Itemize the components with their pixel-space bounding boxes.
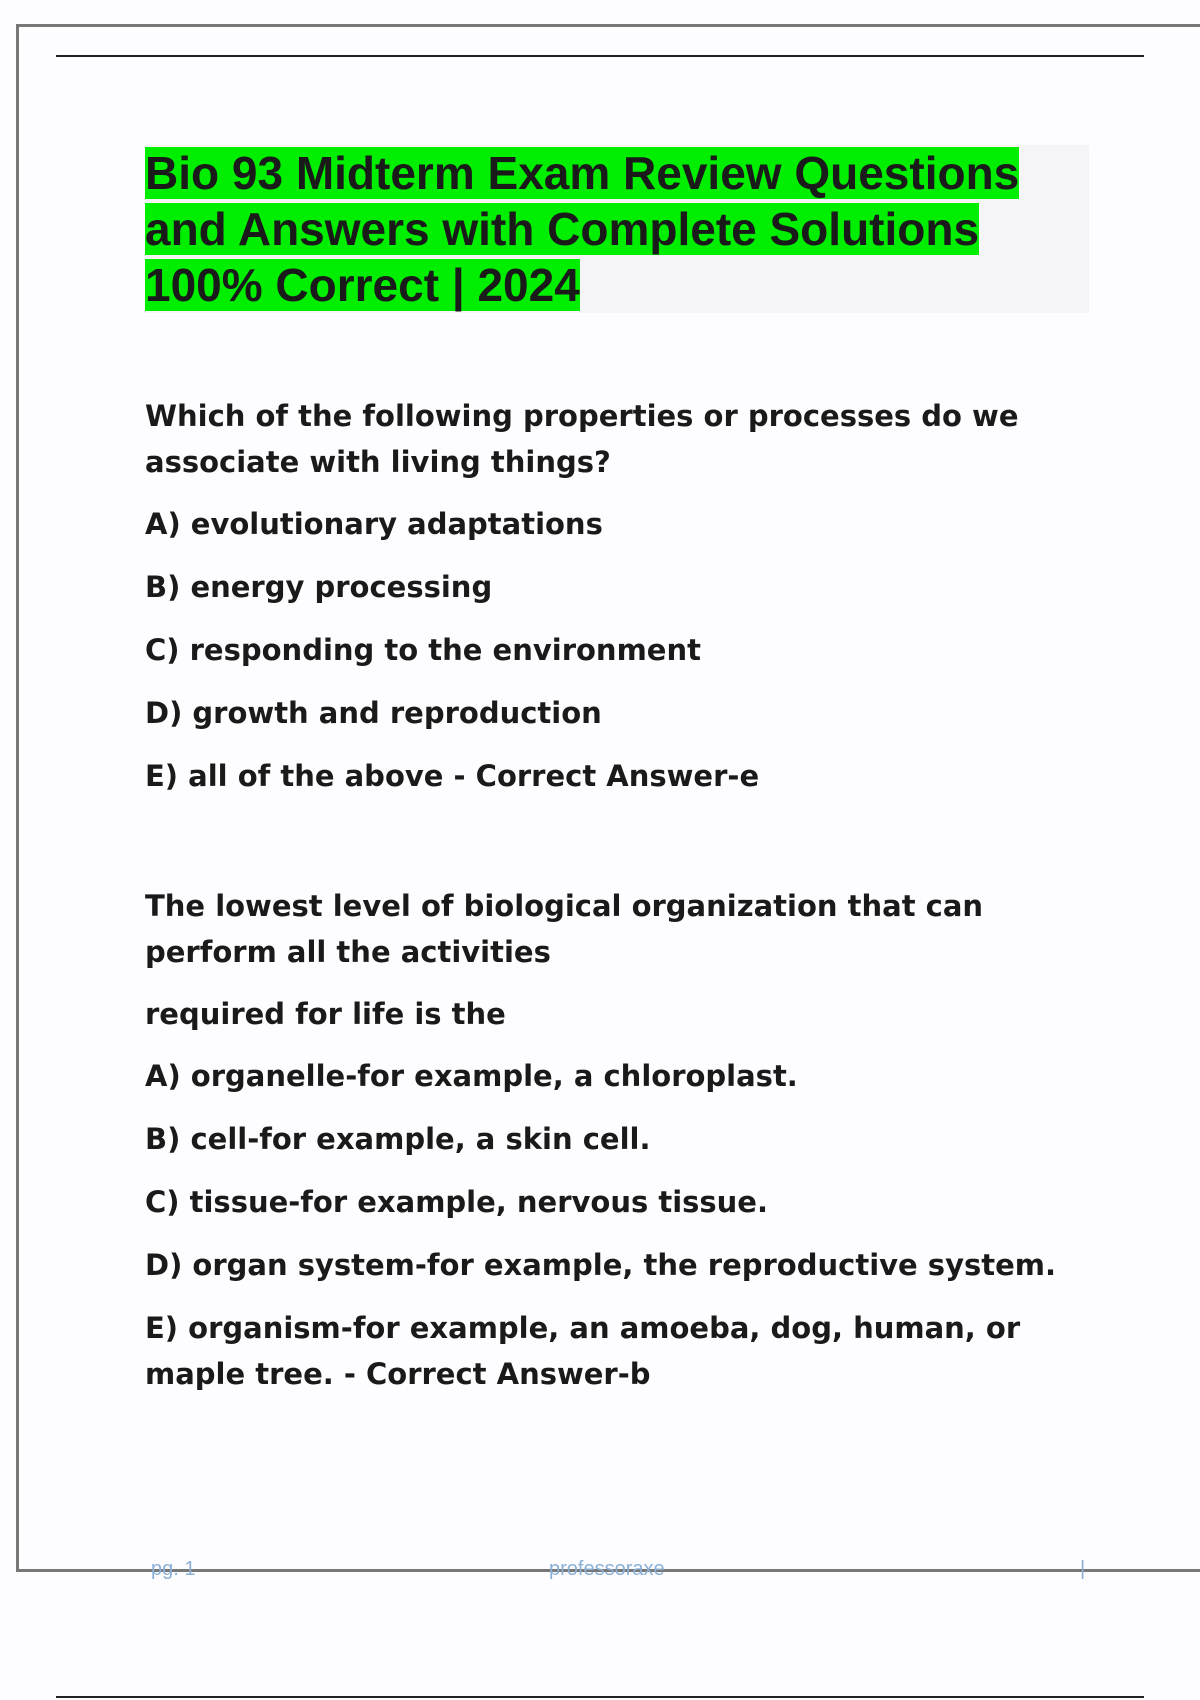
question-2-option-c: C) tissue-for example, nervous tissue. <box>145 1185 768 1219</box>
page-footer <box>0 1558 1200 1588</box>
question-2 <box>145 883 1105 1397</box>
question-1-text: Which of the following properties or processes do we associate with living things? <box>145 399 1019 479</box>
question-2-option-a: A) organelle-for example, a chloroplast. <box>145 1059 798 1093</box>
question-2-text-line-2: required for life is the <box>145 997 506 1031</box>
footer-separator: | <box>1080 1558 1086 1580</box>
question-1-option-e-answer: E) all of the above - Correct Answer-e <box>145 759 760 793</box>
question-1-option-d: D) growth and reproduction <box>145 696 602 730</box>
question-2-option-d: D) organ system-for example, the reproductive system. <box>145 1248 1056 1282</box>
question-2-option-e-answer: E) organism-for example, an amoeba, dog, human, or maple tree. - Correct Answer-b <box>145 1311 1021 1391</box>
questions-container <box>145 393 1105 1397</box>
question-2-option-b: B) cell-for example, a skin cell. <box>145 1122 651 1156</box>
title-block <box>145 145 1089 313</box>
question-1-option-a: A) evolutionary adaptations <box>145 507 603 541</box>
title-highlight: Bio 93 Midterm Exam Review Questions and Answers with Complete Solutions 100% Correct | 2024 <box>145 147 1020 311</box>
bottom-divider <box>56 1696 1144 1698</box>
footer-page-number: pg. 1 <box>151 1558 196 1580</box>
top-divider <box>56 55 1144 57</box>
question-1-option-c: C) responding to the environment <box>145 633 701 667</box>
question-1 <box>145 393 1105 799</box>
footer-watermark-text: professoraxe <box>549 1558 665 1580</box>
question-1-option-b: B) energy processing <box>145 570 493 604</box>
document-title <box>145 145 1089 313</box>
question-2-text-line-1: The lowest level of biological organization that can perform all the activities <box>145 889 984 969</box>
